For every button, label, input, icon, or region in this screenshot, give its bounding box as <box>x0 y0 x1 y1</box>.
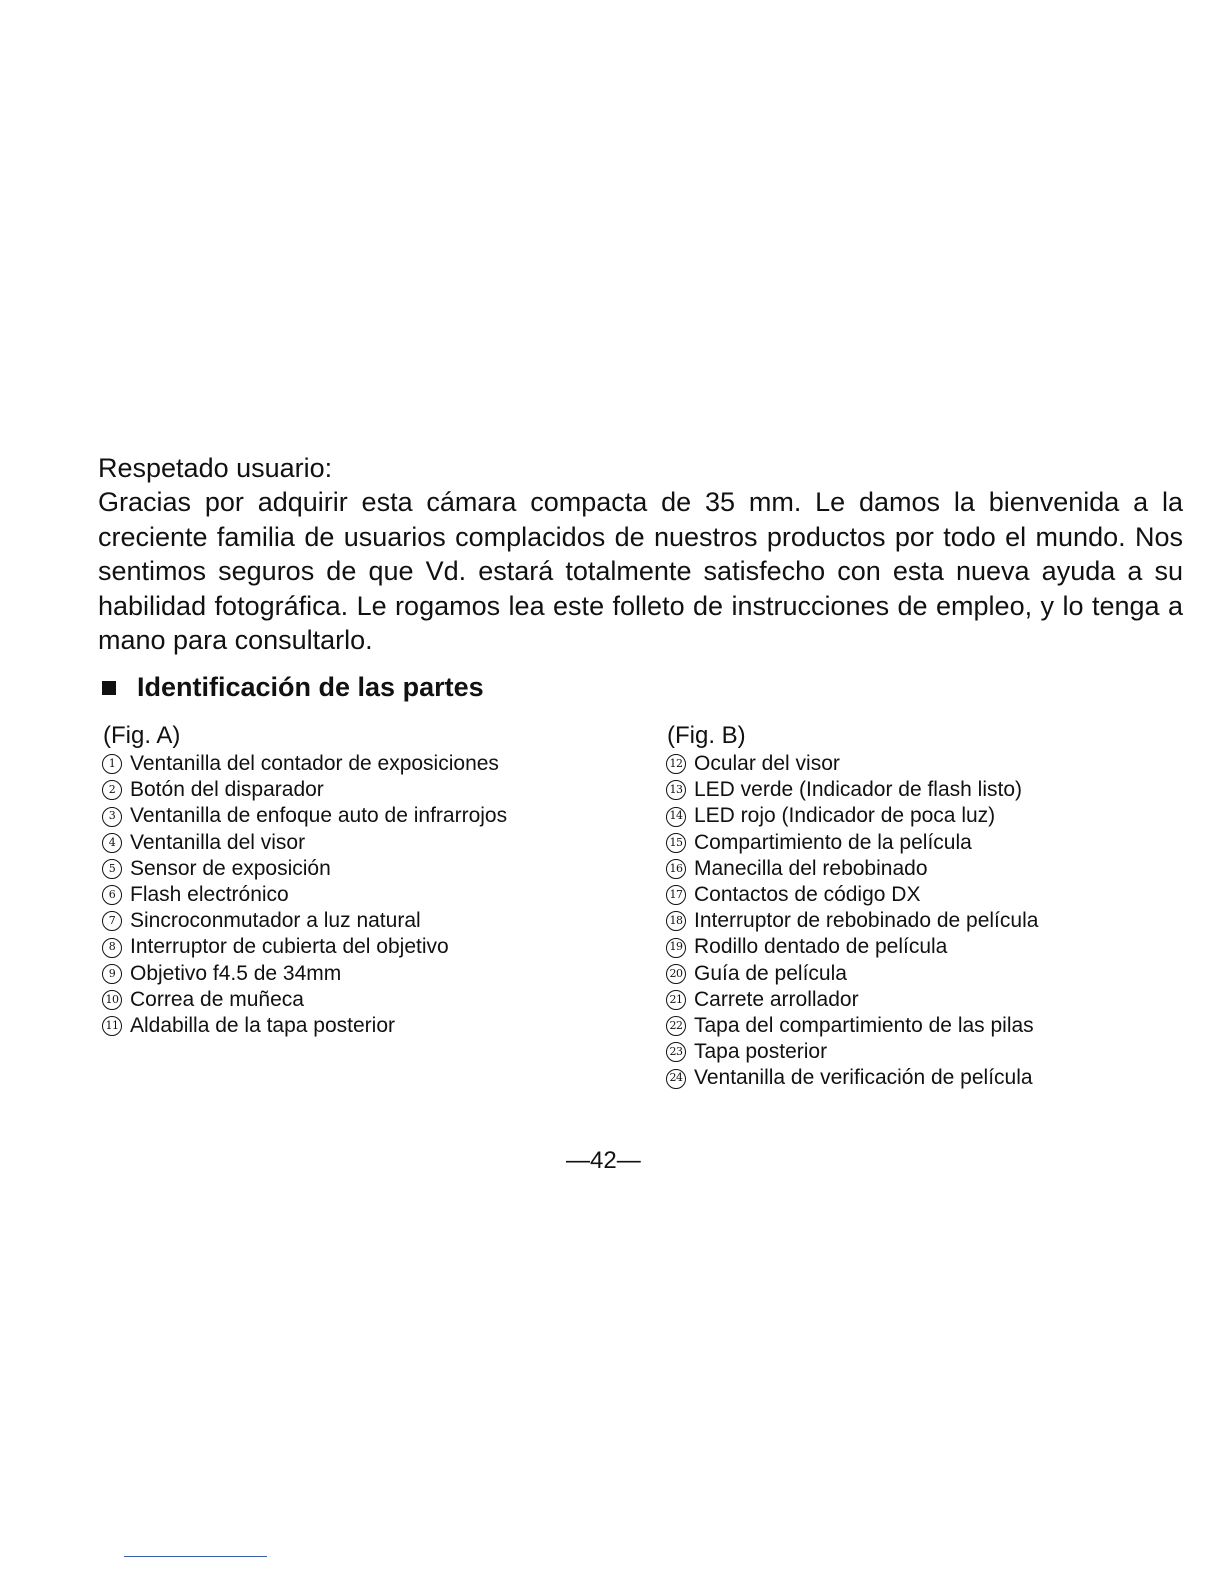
circled-number: 9 <box>102 964 122 984</box>
part-name: Contactos de código DX <box>694 883 921 907</box>
circled-number: 5 <box>102 859 122 879</box>
circled-number: 6 <box>102 885 122 905</box>
part-list-item <box>666 803 1186 829</box>
part-list-item <box>102 1013 642 1039</box>
footer-rule <box>124 1556 267 1557</box>
part-name: Carrete arrollador <box>694 987 859 1011</box>
part-name: Manecilla del rebobinado <box>694 856 928 880</box>
part-name: Sincroconmutador a luz natural <box>130 909 421 933</box>
circled-number: 11 <box>102 1016 122 1036</box>
intro-paragraph: Gracias por adquirir esta cámara compacta de 35 mm. Le damos la bienvenida a la creciente familia de usuarios complacidos de nuestros productos por todo el mundo. Nos sentimos seguros de que Vd. estará totalmente satisfecho con esta nueva ayuda a su habilidad fotográfica. Le rogamos lea este folleto de instrucciones de empleo, y lo tenga a mano para consultarlo. <box>98 487 1183 655</box>
square-bullet-icon <box>102 681 116 695</box>
section-heading <box>102 672 484 703</box>
circled-number: 20 <box>666 964 686 984</box>
part-name: LED verde (Indicador de flash listo) <box>694 778 1022 802</box>
part-name: Objetivo f4.5 de 34mm <box>130 961 342 985</box>
circled-number: 16 <box>666 859 686 879</box>
part-name: Rodillo dentado de película <box>694 935 948 959</box>
page-number: —42— <box>566 1147 641 1174</box>
part-name: Tapa del compartimiento de las pilas <box>694 1014 1034 1038</box>
part-list-item <box>666 961 1186 987</box>
fig-b-label: (Fig. B) <box>667 722 746 749</box>
circled-number: 14 <box>666 807 686 827</box>
part-name: Ventanilla del contador de exposiciones <box>130 752 499 775</box>
fig-b-parts-list <box>666 751 1186 1092</box>
circled-number: 19 <box>666 938 686 958</box>
part-list-item <box>102 987 642 1013</box>
circled-number: 23 <box>666 1042 686 1062</box>
part-list-item <box>666 987 1186 1013</box>
circled-number: 15 <box>666 833 686 853</box>
circled-number: 4 <box>102 833 122 853</box>
fig-a-column <box>102 721 642 1039</box>
part-name: Aldabilla de la tapa posterior <box>130 1014 396 1038</box>
part-list-item <box>666 856 1186 882</box>
part-name: Ventanilla de enfoque auto de infrarrojos <box>130 804 508 828</box>
circled-number: 13 <box>666 780 686 800</box>
part-list-item <box>666 1039 1186 1065</box>
section-title: Identificación de las partes <box>137 672 484 702</box>
part-list-item <box>666 882 1186 908</box>
part-name: LED rojo (Indicador de poca luz) <box>694 804 996 828</box>
part-list-item <box>102 961 642 987</box>
part-list-item <box>666 751 1186 777</box>
part-list-item <box>102 882 642 908</box>
circled-number: 1 <box>102 754 122 774</box>
circled-number: 24 <box>666 1069 686 1089</box>
circled-number: 3 <box>102 807 122 827</box>
part-list-item <box>102 908 642 934</box>
greeting: Respetado usuario: <box>98 453 333 483</box>
part-name: Tapa posterior <box>694 1040 828 1064</box>
part-list-item <box>666 1065 1186 1091</box>
part-list-item <box>102 830 642 856</box>
part-list-item <box>666 934 1186 960</box>
circled-number: 22 <box>666 1016 686 1036</box>
part-list-item <box>102 856 642 882</box>
part-name: Interruptor de cubierta del objetivo <box>130 935 449 959</box>
fig-b-column <box>666 721 1186 1092</box>
circled-number: 18 <box>666 911 686 931</box>
part-name: Flash electrónico <box>130 883 289 907</box>
part-list-item <box>666 1013 1186 1039</box>
circled-number: 10 <box>102 990 122 1010</box>
part-name: Compartimiento de la película <box>694 830 972 854</box>
part-list-item <box>102 803 642 829</box>
part-list-item <box>666 777 1186 803</box>
part-list-item <box>666 908 1186 934</box>
part-list-item <box>102 777 642 803</box>
part-list-item <box>666 830 1186 856</box>
part-list-item <box>102 934 642 960</box>
part-name: Interruptor de rebobinado de película <box>694 909 1039 933</box>
circled-number: 2 <box>102 780 122 800</box>
part-name: Correa de muñeca <box>130 987 304 1011</box>
fig-a-parts-list <box>102 751 642 1039</box>
part-name: Ventanilla del visor <box>130 830 306 854</box>
part-name: Ventanilla de verificación de película <box>694 1066 1033 1090</box>
part-name: Botón del disparador <box>130 778 324 802</box>
circled-number: 7 <box>102 911 122 931</box>
circled-number: 17 <box>666 885 686 905</box>
circled-number: 12 <box>666 754 686 774</box>
part-name: Guía de película <box>694 961 847 985</box>
circled-number: 21 <box>666 990 686 1010</box>
part-name: Sensor de exposición <box>130 856 331 880</box>
part-name: Ocular del visor <box>694 752 840 775</box>
circled-number: 8 <box>102 938 122 958</box>
fig-a-label: (Fig. A) <box>103 722 181 749</box>
part-list-item <box>102 751 642 777</box>
